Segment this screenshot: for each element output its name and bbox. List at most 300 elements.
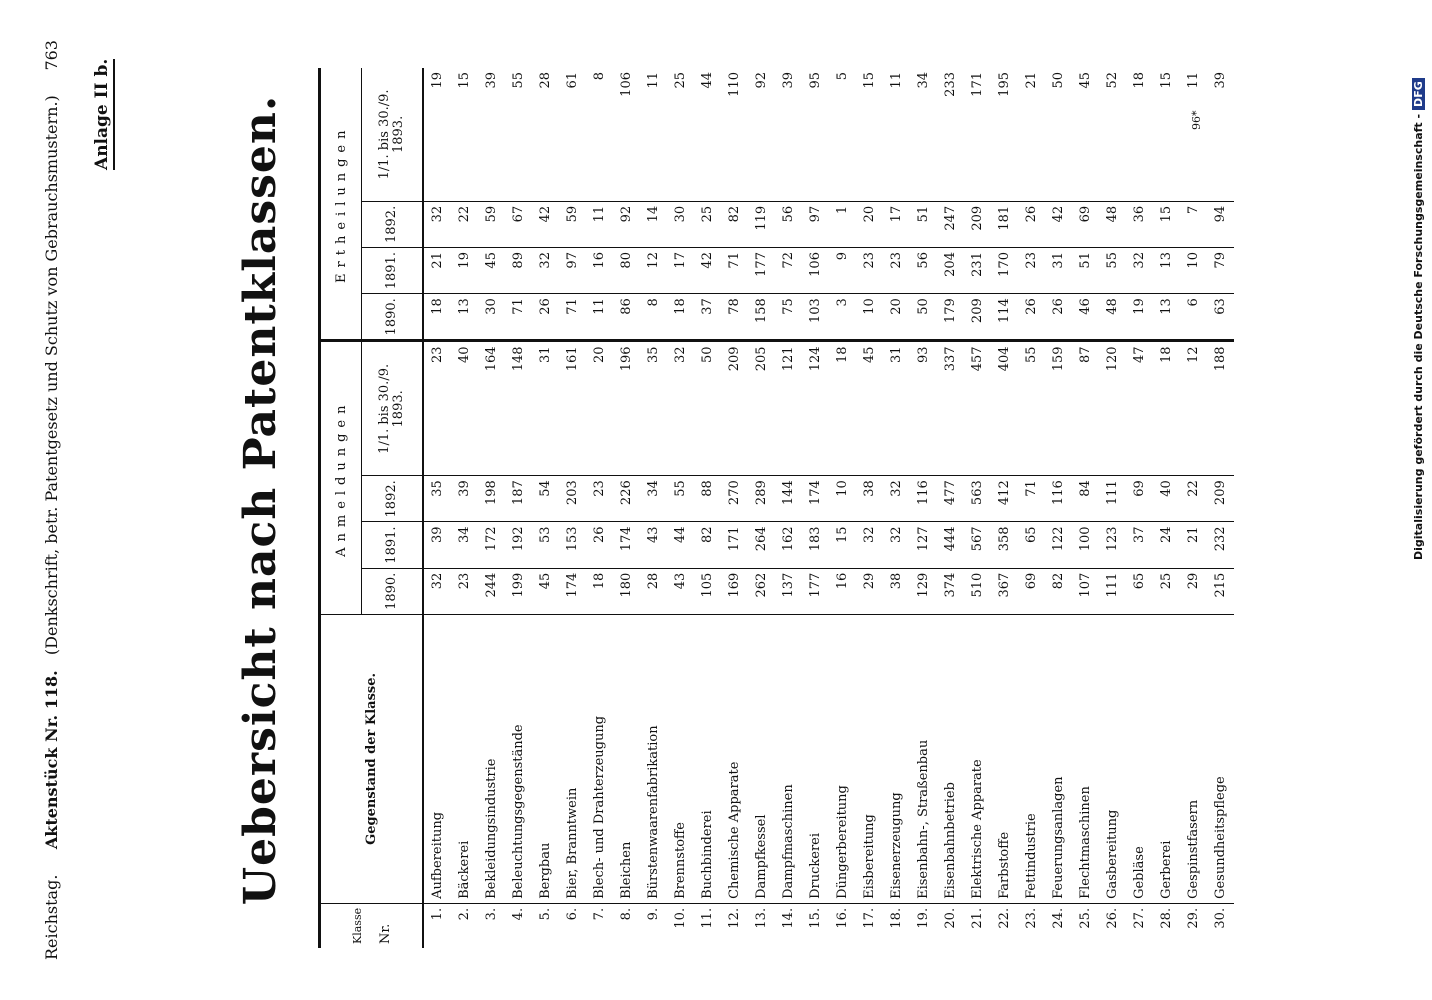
- ertheilung-1891: 170: [991, 248, 1018, 294]
- ertheilung-1893: 195: [991, 68, 1018, 201]
- row-nr: 7.: [586, 903, 613, 948]
- anmeldung-1892: 116: [1045, 476, 1072, 522]
- table-row: [694, 68, 721, 948]
- ertheilung-1893: 18: [1126, 68, 1153, 201]
- anmeldung-1890: 16: [835, 572, 850, 590]
- ertheilung-1890: 37: [694, 294, 721, 341]
- table-row: [1018, 68, 1045, 948]
- anmeldung-1891: 567: [964, 522, 991, 568]
- ertheilung-1891: 32: [1126, 248, 1153, 294]
- row-gegenstand: Dampfkessel: [748, 614, 775, 903]
- anmeldung-1892: 39: [451, 476, 478, 522]
- row-gegenstand: Blech- und Drahterzeugung: [586, 614, 613, 903]
- anmeldung-1893: 121: [775, 341, 802, 476]
- anmeldung-1893: 45: [856, 341, 883, 476]
- ertheilung-1890: 26: [1045, 294, 1072, 341]
- row-nr: 4.: [505, 903, 532, 948]
- anmeldung-1891: 32: [856, 522, 883, 568]
- ertheilung-1893: 21: [1018, 68, 1045, 201]
- col-gegenstand-header: Gegenstand der Klasse.: [320, 614, 424, 903]
- anmeldung-1890: 180: [619, 572, 634, 598]
- table-row: [1099, 68, 1126, 948]
- row-nr: 28.: [1153, 903, 1180, 948]
- row-nr: 12.: [721, 903, 748, 948]
- anmeldung-1891: 53: [532, 522, 559, 568]
- anmeldung-1893: 35: [640, 341, 667, 476]
- anmeldung-1892: 35: [423, 476, 451, 522]
- ertheilung-1890: 30: [478, 294, 505, 341]
- ertheilung-1890: 20: [883, 294, 910, 341]
- ertheilung-1890: 19: [1126, 294, 1153, 341]
- anmeldung-1893: 93: [910, 341, 937, 476]
- ertheilung-1890: 63: [1207, 294, 1234, 341]
- anmeldung-1893: 148: [505, 341, 532, 476]
- ertheilung-1892: 56: [775, 201, 802, 247]
- table-row: [802, 68, 829, 948]
- ertheilung-1890: 103: [802, 294, 829, 341]
- page-title: Uebersicht nach Patentklassen.: [235, 94, 286, 906]
- row-nr: 13.: [748, 903, 775, 948]
- row-nr: 21.: [964, 903, 991, 948]
- anmeldung-1891: 82: [694, 522, 721, 568]
- anmeldung-1891: 43: [640, 522, 667, 568]
- anmeldung-1893: 18: [1153, 341, 1180, 476]
- anmeldung-1892: 111: [1099, 476, 1126, 522]
- ertheilung-1890: 13: [1153, 294, 1180, 341]
- row-nr: 2.: [451, 903, 478, 948]
- row-nr: 25.: [1072, 903, 1099, 948]
- row-nr: 29.: [1180, 903, 1207, 948]
- anmeldung-1892: 32: [883, 476, 910, 522]
- table-body: [423, 68, 1234, 948]
- anmeldung-1891: 21: [1180, 522, 1207, 568]
- table-row: [613, 68, 640, 948]
- header-page-number: 763: [42, 40, 61, 71]
- table-row: [423, 68, 451, 948]
- anmeldung-1891: 444: [937, 522, 964, 568]
- ertheilung-1892: 82: [721, 201, 748, 247]
- year-header: 1/1. bis 30./9. 1893.: [362, 341, 424, 476]
- table-row: [1072, 68, 1099, 948]
- anmeldung-1892: 174: [802, 476, 829, 522]
- anmeldung-1893: 161: [559, 341, 586, 476]
- anmeldung-1890: 510: [970, 572, 985, 598]
- row-gegenstand: Eisenbahnbetrieb: [937, 614, 964, 903]
- ertheilung-1893: 15: [451, 68, 478, 201]
- ertheilung-1892: 67: [505, 201, 532, 247]
- ertheilung-1892: 247: [937, 201, 964, 247]
- table-row: [883, 68, 910, 948]
- row-gegenstand: Brennstoffe: [667, 614, 694, 903]
- row-nr: 16.: [829, 903, 856, 948]
- ertheilung-1893: 25: [667, 68, 694, 201]
- ertheilung-1893: 110: [721, 68, 748, 201]
- ertheilung-1890: 71: [559, 294, 586, 341]
- anmeldung-1892: 477: [937, 476, 964, 522]
- table-row: [1153, 68, 1180, 948]
- anmeldung-1892: 226: [613, 476, 640, 522]
- ertheilung-1893: 50: [1045, 68, 1072, 201]
- page-header: [42, 40, 61, 960]
- anmeldung-1893: 159: [1045, 341, 1072, 476]
- anmeldung-1891: 172: [478, 522, 505, 568]
- page-mark: 96*: [1190, 110, 1203, 130]
- anmeldung-1891: 192: [505, 522, 532, 568]
- anmeldung-1890: 105: [700, 572, 715, 598]
- row-nr: 6.: [559, 903, 586, 948]
- ertheilung-1893: 15: [1153, 68, 1180, 201]
- anmeldung-1891: 162: [775, 522, 802, 568]
- anlage-label: Anlage II b.: [92, 59, 115, 170]
- anmeldung-1893: 31: [532, 341, 559, 476]
- ertheilung-1892: 32: [423, 201, 451, 247]
- row-gegenstand: Bleichen: [613, 614, 640, 903]
- ertheilung-1892: 59: [478, 201, 505, 247]
- col-nr-header: Nr.: [377, 923, 393, 944]
- row-nr: 11.: [694, 903, 721, 948]
- ertheilung-1893: 28: [532, 68, 559, 201]
- anmeldung-1891: 15: [829, 522, 856, 568]
- anmeldung-1890: 29: [862, 572, 877, 590]
- anmeldung-1891: 32: [883, 522, 910, 568]
- row-gegenstand: Düngerbereitung: [829, 614, 856, 903]
- anmeldung-1893: 164: [478, 341, 505, 476]
- ertheilung-1893: 106: [613, 68, 640, 201]
- year-header: 1/1. bis 30./9. 1893.: [362, 68, 424, 201]
- col-klasse-nr-header: [320, 903, 424, 948]
- ertheilung-1893: 11: [1180, 68, 1207, 201]
- ertheilung-1891: 21: [423, 248, 451, 294]
- anmeldung-1893: 188: [1207, 341, 1234, 476]
- row-gegenstand: Feuerungsanlagen: [1045, 614, 1072, 903]
- ertheilung-1890: 78: [721, 294, 748, 341]
- ertheilung-1890: 209: [964, 294, 991, 341]
- ertheilung-1892: 26: [1018, 201, 1045, 247]
- anmeldung-1891: 26: [586, 522, 613, 568]
- row-nr: 30.: [1207, 903, 1234, 948]
- row-nr: 18.: [883, 903, 910, 948]
- table-row: [667, 68, 694, 948]
- anmeldung-1890: 32: [423, 568, 451, 614]
- ertheilung-1893: 39: [775, 68, 802, 201]
- ertheilung-1892: 92: [613, 201, 640, 247]
- table-row: [829, 68, 856, 948]
- row-gegenstand: Eisenbahn-, Straßenbau: [910, 614, 937, 903]
- anmeldung-1893: 404: [991, 341, 1018, 476]
- anmeldung-1893: 40: [451, 341, 478, 476]
- ertheilung-1892: 42: [532, 201, 559, 247]
- anmeldung-1892: 144: [775, 476, 802, 522]
- ertheilung-1892: 209: [964, 201, 991, 247]
- anmeldung-1891: 174: [613, 522, 640, 568]
- anmeldung-1890: 244: [484, 572, 499, 598]
- anmeldung-1893: 124: [802, 341, 829, 476]
- ertheilung-1892: 119: [748, 201, 775, 247]
- ertheilung-1892: 42: [1045, 201, 1072, 247]
- anmeldung-1890: 45: [538, 572, 553, 590]
- row-gegenstand: Flechtmaschinen: [1072, 614, 1099, 903]
- table-row: [1180, 68, 1207, 948]
- ertheilung-1892: 14: [640, 201, 667, 247]
- ertheilung-1893: 39: [1207, 68, 1234, 201]
- col-klasse-header: Klasse: [350, 907, 364, 944]
- ertheilung-1892: 20: [856, 201, 883, 247]
- anmeldung-1892: 55: [667, 476, 694, 522]
- anmeldung-1890: 38: [889, 572, 904, 590]
- row-gegenstand: Farbstoffe: [991, 614, 1018, 903]
- footer-text: Digitalisierung gefördert durch die Deutsche Forschungsgemeinschaft -: [1412, 113, 1425, 560]
- anmeldung-1893: 20: [586, 341, 613, 476]
- ertheilung-1890: 50: [910, 294, 937, 341]
- anmeldung-1892: 22: [1180, 476, 1207, 522]
- ertheilung-1892: 1: [829, 201, 856, 247]
- ertheilung-1891: 32: [532, 248, 559, 294]
- year-header: 1891.: [362, 248, 424, 294]
- anmeldung-1892: 289: [748, 476, 775, 522]
- ertheilung-1892: 48: [1099, 201, 1126, 247]
- ertheilung-1890: 3: [829, 294, 856, 341]
- ertheilung-1892: 30: [667, 201, 694, 247]
- anmeldung-1893: 209: [721, 341, 748, 476]
- ertheilung-1893: 92: [748, 68, 775, 201]
- row-nr: 1.: [423, 903, 451, 948]
- anmeldung-1891: 232: [1207, 522, 1234, 568]
- ertheilung-1890: 18: [667, 294, 694, 341]
- anmeldung-1892: 10: [829, 476, 856, 522]
- header-reichstag: Reichstag.: [42, 874, 61, 960]
- row-gegenstand: Bürstenwaarenfabrikation: [640, 614, 667, 903]
- ertheilung-1893: 11: [640, 68, 667, 201]
- anmeldung-1890: 262: [754, 572, 769, 598]
- ertheilung-1891: 13: [1153, 248, 1180, 294]
- ertheilung-1891: 17: [667, 248, 694, 294]
- anmeldung-1892: 23: [586, 476, 613, 522]
- anmeldung-1890: 43: [673, 572, 688, 590]
- ertheilung-1891: 9: [829, 248, 856, 294]
- anmeldung-1892: 187: [505, 476, 532, 522]
- ertheilung-1890: 48: [1099, 294, 1126, 341]
- ertheilung-1891: 80: [613, 248, 640, 294]
- anmeldung-1893: 55: [1018, 341, 1045, 476]
- anmeldung-1891: 37: [1126, 522, 1153, 568]
- ertheilung-1892: 59: [559, 201, 586, 247]
- anmeldung-1891: 153: [559, 522, 586, 568]
- anmeldung-1890: 82: [1051, 572, 1066, 590]
- table-row: [856, 68, 883, 948]
- row-nr: 26.: [1099, 903, 1126, 948]
- table-row: [559, 68, 586, 948]
- anmeldung-1892: 198: [478, 476, 505, 522]
- anmeldung-1892: 38: [856, 476, 883, 522]
- table-row: [721, 68, 748, 948]
- anmeldung-1892: 40: [1153, 476, 1180, 522]
- ertheilung-1891: 72: [775, 248, 802, 294]
- row-gegenstand: Fettindustrie: [1018, 614, 1045, 903]
- row-nr: 14.: [775, 903, 802, 948]
- ertheilung-1891: 23: [883, 248, 910, 294]
- row-nr: 10.: [667, 903, 694, 948]
- ertheilung-1890: 179: [937, 294, 964, 341]
- anmeldung-1893: 18: [829, 341, 856, 476]
- ertheilung-1890: 75: [775, 294, 802, 341]
- dfg-footer: [1412, 78, 1425, 560]
- anmeldung-1891: 264: [748, 522, 775, 568]
- year-header: 1892.: [362, 201, 424, 247]
- anmeldung-1893: 47: [1126, 341, 1153, 476]
- row-gegenstand: Druckerei: [802, 614, 829, 903]
- table-row: [910, 68, 937, 948]
- anmeldung-1893: 23: [423, 341, 451, 476]
- row-nr: 23.: [1018, 903, 1045, 948]
- ertheilung-1892: 15: [1153, 201, 1180, 247]
- ertheilung-1892: 7: [1180, 201, 1207, 247]
- patent-class-table: [318, 68, 1234, 948]
- anmeldung-1893: 32: [667, 341, 694, 476]
- ertheilung-1891: 23: [1018, 248, 1045, 294]
- row-gegenstand: Gesundheitspflege: [1207, 614, 1234, 903]
- row-nr: 27.: [1126, 903, 1153, 948]
- ertheilung-1893: 171: [964, 68, 991, 201]
- anmeldung-1890: 177: [808, 572, 823, 598]
- table-row: [1045, 68, 1072, 948]
- table-row: [748, 68, 775, 948]
- anmeldung-1893: 337: [937, 341, 964, 476]
- anmeldung-1890: 215: [1213, 572, 1228, 598]
- ertheilung-1892: 97: [802, 201, 829, 247]
- ertheilung-1890: 18: [423, 294, 451, 341]
- ertheilung-1890: 10: [856, 294, 883, 341]
- row-gegenstand: Bäckerei: [451, 614, 478, 903]
- row-gegenstand: Bier, Branntwein: [559, 614, 586, 903]
- anmeldung-1892: 54: [532, 476, 559, 522]
- anmeldung-1893: 196: [613, 341, 640, 476]
- table-row: [991, 68, 1018, 948]
- anmeldung-1892: 412: [991, 476, 1018, 522]
- ertheilung-1892: 94: [1207, 201, 1234, 247]
- ertheilung-1890: 26: [1018, 294, 1045, 341]
- ertheilung-1892: 51: [910, 201, 937, 247]
- anmeldung-1891: 183: [802, 522, 829, 568]
- ertheilung-1892: 25: [694, 201, 721, 247]
- ertheilung-1891: 97: [559, 248, 586, 294]
- ertheilung-1892: 69: [1072, 201, 1099, 247]
- anmeldung-1890: 23: [457, 572, 472, 590]
- row-nr: 17.: [856, 903, 883, 948]
- row-nr: 19.: [910, 903, 937, 948]
- ertheilung-1890: 86: [613, 294, 640, 341]
- ertheilung-1893: 55: [505, 68, 532, 201]
- table-row: [451, 68, 478, 948]
- ertheilung-1891: 45: [478, 248, 505, 294]
- ertheilung-1893: 5: [829, 68, 856, 201]
- year-header: 1890.: [362, 294, 424, 341]
- ertheilung-1890: 158: [748, 294, 775, 341]
- anmeldung-1892: 69: [1126, 476, 1153, 522]
- dfg-logo: DFG: [1412, 78, 1425, 110]
- table-row: [586, 68, 613, 948]
- anmeldung-1891: 24: [1153, 522, 1180, 568]
- ertheilung-1893: 44: [694, 68, 721, 201]
- ertheilung-1893: 8: [586, 68, 613, 201]
- header-aktenstueck: Aktenstück Nr. 118.: [42, 670, 61, 850]
- anmeldung-1890: 174: [565, 572, 580, 598]
- anmeldung-1893: 120: [1099, 341, 1126, 476]
- ertheilung-1891: 23: [856, 248, 883, 294]
- anmeldung-1892: 203: [559, 476, 586, 522]
- ertheilung-1891: 89: [505, 248, 532, 294]
- ertheilung-1891: 56: [910, 248, 937, 294]
- ertheilung-1891: 204: [937, 248, 964, 294]
- row-gegenstand: Eisbereitung: [856, 614, 883, 903]
- year-header: 1890.: [362, 568, 424, 614]
- ertheilung-1890: 71: [505, 294, 532, 341]
- ertheilung-1892: 181: [991, 201, 1018, 247]
- ertheilung-1891: 31: [1045, 248, 1072, 294]
- ertheilung-1893: 233: [937, 68, 964, 201]
- table-row: [532, 68, 559, 948]
- row-gegenstand: Dampfmaschinen: [775, 614, 802, 903]
- ertheilung-1890: 6: [1180, 294, 1207, 341]
- ertheilung-1890: 26: [532, 294, 559, 341]
- row-nr: 8.: [613, 903, 640, 948]
- anmeldung-1891: 358: [991, 522, 1018, 568]
- ertheilung-1893: 45: [1072, 68, 1099, 201]
- ertheilung-1893: 95: [802, 68, 829, 201]
- row-gegenstand: Gebläse: [1126, 614, 1153, 903]
- table-row: [937, 68, 964, 948]
- row-nr: 9.: [640, 903, 667, 948]
- row-gegenstand: Chemische Apparate: [721, 614, 748, 903]
- group-ertheilungen-header: Ertheilungen: [320, 68, 362, 341]
- row-nr: 3.: [478, 903, 505, 948]
- ertheilung-1893: 11: [883, 68, 910, 201]
- ertheilung-1891: 19: [451, 248, 478, 294]
- ertheilung-1891: 231: [964, 248, 991, 294]
- row-gegenstand: Aufbereitung: [423, 614, 451, 903]
- row-gegenstand: Buchbinderei: [694, 614, 721, 903]
- ertheilung-1893: 61: [559, 68, 586, 201]
- anmeldung-1890: 374: [943, 572, 958, 598]
- anmeldung-1893: 50: [694, 341, 721, 476]
- ertheilung-1890: 13: [451, 294, 478, 341]
- anmeldung-1890: 107: [1078, 572, 1093, 598]
- row-gegenstand: Eisenerzeugung: [883, 614, 910, 903]
- ertheilung-1891: 12: [640, 248, 667, 294]
- ertheilung-1893: 34: [910, 68, 937, 201]
- ertheilung-1891: 16: [586, 248, 613, 294]
- anmeldung-1892: 563: [964, 476, 991, 522]
- anmeldung-1890: 69: [1024, 572, 1039, 590]
- ertheilung-1890: 11: [586, 294, 613, 341]
- anmeldung-1890: 28: [646, 572, 661, 590]
- anmeldung-1891: 34: [451, 522, 478, 568]
- ertheilung-1892: 11: [586, 201, 613, 247]
- anmeldung-1893: 87: [1072, 341, 1099, 476]
- ertheilung-1893: 15: [856, 68, 883, 201]
- table-row: [505, 68, 532, 948]
- anmeldung-1892: 116: [910, 476, 937, 522]
- ertheilung-1891: 51: [1072, 248, 1099, 294]
- anmeldung-1892: 34: [640, 476, 667, 522]
- table-row: [478, 68, 505, 948]
- table-row: [1207, 68, 1234, 948]
- anmeldung-1890: 137: [781, 572, 796, 598]
- anmeldung-1890: 367: [997, 572, 1012, 598]
- anmeldung-1890: 65: [1132, 572, 1147, 590]
- anmeldung-1890: 25: [1159, 572, 1174, 590]
- row-gegenstand: Bekleidungsindustrie: [478, 614, 505, 903]
- row-gegenstand: Elektrische Apparate: [964, 614, 991, 903]
